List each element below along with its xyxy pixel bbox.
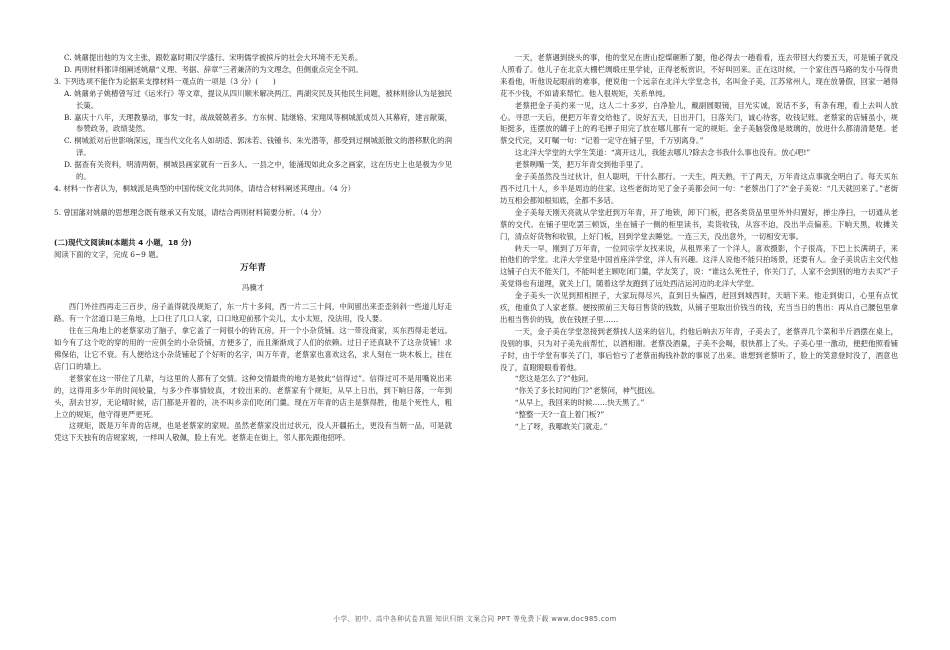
story-paragraph-11: 转天一早，刚到了万年青，一位同宗学友找来说，从租界来了一个洋人，喜欢摄影，个子很高，下巴上长满胡子，来拍他们的学堂。北洋大学堂是中国首座洋学堂，洋人有兴趣。这洋人说他不能只拍场景，还要有人。金子美说店主交代他这铺子白天不能关门，不能叫老主顾吃闭门羹，学友笑了，说：“谁这么死性子，你关门了，人家不会到别的地方去买?”子美觉得也有道理，就关上门，随着这学友跑到了远处西沽运河边的北洋大学堂。 bbox=[500, 243, 898, 289]
right-column bbox=[500, 52, 898, 433]
left-column bbox=[54, 52, 452, 444]
question-3-option-a: A. 姚鼐弟子姚椿曾写过《运米行》等文章，提议从四川顺米解决两江、两湖灾民及其他民生问题，被林则徐认为是独民长策。 bbox=[64, 88, 452, 110]
question-3-option-b: B. 嘉庆十八年，天理教暴动，事发一时，战战兢兢者多。方东树、陆继辂、宋翔凤等桐城派成员入其幕府，建言献策，参赞政务，政绩斐然。 bbox=[64, 112, 452, 134]
story-paragraph-13: 一天，金子美在学堂忽接到老蔡找人送来的信儿，约他后晌去万年青，子美去了，老蔡弄几个菜和半斤酒摆在桌上，没别的事，只为对子美先前帮忙，以酒相谢。老蔡没酒量，子美不会喝，很快都上了头。子美心里一激动，便把他照看铺子时，由于学堂有事关了门，事后怕亏了老蔡而掏钱补款的事说了出来。谁想到老蔡听了，脸上的笑意登时没了，酒意也没了，直瞪瞪眼看着他。 bbox=[500, 326, 898, 372]
section-heading: (二)现代文阅读Ⅱ(本题共 4 小题，18 分) bbox=[54, 237, 192, 247]
question-3: 3. 下列选项不能作为论据来支撑材料一观点的一项是（3 分）( ) bbox=[54, 76, 276, 86]
story-title: 万年青 bbox=[240, 262, 266, 273]
story-paragraph-5: 一天，老蔡遇到挠头的事，他的堂兄在唐山挖煤砸断了腿，他必得去一趟看看，连去带回大约要五天，可是铺子就没人照看了。他儿子在北京大棚栏绸缎庄里学徒，正得老板赏识，不好叫回来。正在这时候，一个家住西马路的发小马得贵来看他，听他说起眼前的难事，便说他一个远亲在北洋大学堂念书，名叫金子美，江苏常州人，现在放暑假，回家一趟得花不少钱，不如请来帮忙。他人很规矩，关系单纯。 bbox=[500, 53, 898, 98]
story-paragraph-7: 这北洋大学堂的大学生笑道：“离开这儿，我能去哪儿?除去念书我什么事也没有。放心吧!” bbox=[514, 148, 811, 158]
reading-instruction: 阅读下面的文字，完成 6~9 题。 bbox=[54, 249, 163, 259]
dialogue-line-2: “你关了多长时间的门?”老蔡问，神气挺凶。 bbox=[514, 386, 660, 396]
dialogue-line-1: “您这是怎么了?”他问。 bbox=[514, 374, 593, 384]
story-paragraph-10: 金子美每天刚天亮就从学堂赶到万年青，开了地锁，卸下门板，把各类货品里里外外归置好，掸尘净扫，一切通从老蔡的交代。在铺子里吃罢三顿饭，坐在铺子一侧的柜里读书，卖货收钱，从容不迫，没出半点偏差。下晌天黑，收摊关门，清点好货物和收银，上好门板，回到学堂去睡觉。一连三天，没出意外，一切相安无事。 bbox=[500, 207, 898, 241]
story-paragraph-6: 老蔡把金子美约来一见，这人二十多岁，白净脸儿，戴副圆眼镜，目光实诚，说话不多，有条有理，看上去叫人放心。寻思一天后，便把万年青交给他了。说好五天，日出开门，日落关门，诚心待客，收钱记账。老蔡家的店铺虽小，规矩挺多，连摆放的罐子上的鸡毛掸子用完了放在哪儿都有一定的规矩。金子美脑袋像是玻璃的，放进什么都清清楚楚。老蔡交代完，又叮嘱一句：“记着一定守在铺子里，千万别离身。” bbox=[500, 100, 898, 146]
question-3-option-c: C. 桐城派对后世影响深远，现当代文化名人如胡适、郭沫若、钱锺书、朱光潜等，都受到过桐城派散文的潜移默化的润泽。 bbox=[64, 136, 452, 158]
page-footer: 小学、初中、高中各种试卷真题 知识归纳 文案合同 PPT 等免费下载 www.doc985.com bbox=[333, 615, 617, 623]
question-5: 5. 曾国藩对姚鼐的思想理念既有继承又有发展，请结合两则材料简要分析。（4 分） bbox=[54, 207, 326, 217]
option-d-1: D. 两则材料都详细阐述姚鼐“义理、考据、辞章”三者兼济的为文理念，但侧重点完全不同。 bbox=[64, 64, 363, 74]
question-3-option-d: D. 据查有关资料，明清两朝，桐城县画家就有一百多人。一县之中，能涌现如此众多之画家，这在历史上也是极为少见的。 bbox=[64, 160, 452, 182]
dialogue-line-5: “上了呀，我哪敢关门就走。” bbox=[514, 422, 608, 432]
story-paragraph-2: 住在三角地上的老蔡家动了脑子，拿它盖了一间很小的砖瓦房，开一个小杂货铺。这一带没商家，买东西得走老远。如今有了这个吃的穿的用的一应俱全的小杂货铺，方便多了，而且渐渐成了人们的依赖。过日子还真缺不了这杂货铺！求佛保佑，让它不衰。有人便给这小杂货铺起了个好听的名字，叫万年青，老蔡家也喜欢这名，求人刻在一块木板上，挂在店门口的墙上。 bbox=[54, 326, 452, 371]
story-paragraph-3: 老蔡家在这一带住了几辈，与这里的人都有了交情。这种交情最贵的地方是彼此“信得过”。信得过可不是用嘴说出来的，这得用多少年的时间较量，与多少件事情较真，才较出来的。老蔡家有个规矩，从早上日出，到下晌日落，一年到头，刮去甘岁，无论晴时候，店门都是开着的，决不叫乡亲们吃闭门羹。现在万年青的店主是蔡得胜，他是个死性人，粗上立的规矩，他守得更严更死。 bbox=[54, 373, 452, 419]
story-paragraph-12: 金子美头一次见到照相匣子，大家玩得尽兴，直到日头偏西，赶回到城西时，天暗下来。他走到街口，心里有点忧疚，他重负了人家老蔡。便按照前三天每日售货的钱数，从铺子里取出价钱当的钱，充当当日的售出：再从自己腰包里拿出相当售价的钱，放在钱匣子里…… bbox=[500, 291, 898, 324]
story-paragraph-1: 西门外往西再走三百步，房子盖得就没规矩了，东一片十多间，西一片二三十间，中间留出来歪歪斜斜一些道儿好走路。有一个岔道口是三角地，上口住了几口人家，口口地迎前那个尖儿，太小太短，没法用，没人要。 bbox=[54, 302, 452, 324]
question-4: 4. 材料一作者认为，桐城派是典型的中国传统文化共同体，请结合材料阐述其理由。（4 分） bbox=[54, 183, 355, 193]
story-author: 冯骥才 bbox=[241, 282, 265, 292]
story-paragraph-4: 这规矩，既是万年青的店规，也是老蔡家的家规。虽然老蔡家没出过状元，没人开疆拓土，更没有当朝一品，可是就凭这下天独有的店规家规，一样叫人敬佩，脸上有光。老蔡走在街上，邻人都先跟他招呼。 bbox=[54, 421, 452, 443]
story-paragraph-8: 老蔡咧嘴一笑，把万年青交到他手里了。 bbox=[514, 160, 648, 170]
dialogue-line-3: “从早上，我回来的时候……快天黑了。” bbox=[514, 398, 645, 408]
story-paragraph-9: 金子美虽然没当过伙计，但人聪明，干什么都行。一天生，两天熟，干了两天，万年青这点事就全明白了。每天买东西不过几十人，乡半是周边的住家。这些老街坊见了金子美都会问一句：“老蔡出门了?”金子美说：“几天就回来了。”老街坊互相会都知根知底，全都不多话。 bbox=[500, 172, 898, 205]
dialogue-line-4: “整整一天?一直上着门板?” bbox=[514, 410, 605, 420]
option-c-1: C. 姚鼐提出他的为文主张，跟乾嘉时期汉学盛行、宋明儒学被摈斥的社会大环境不无关系。 bbox=[64, 53, 363, 62]
